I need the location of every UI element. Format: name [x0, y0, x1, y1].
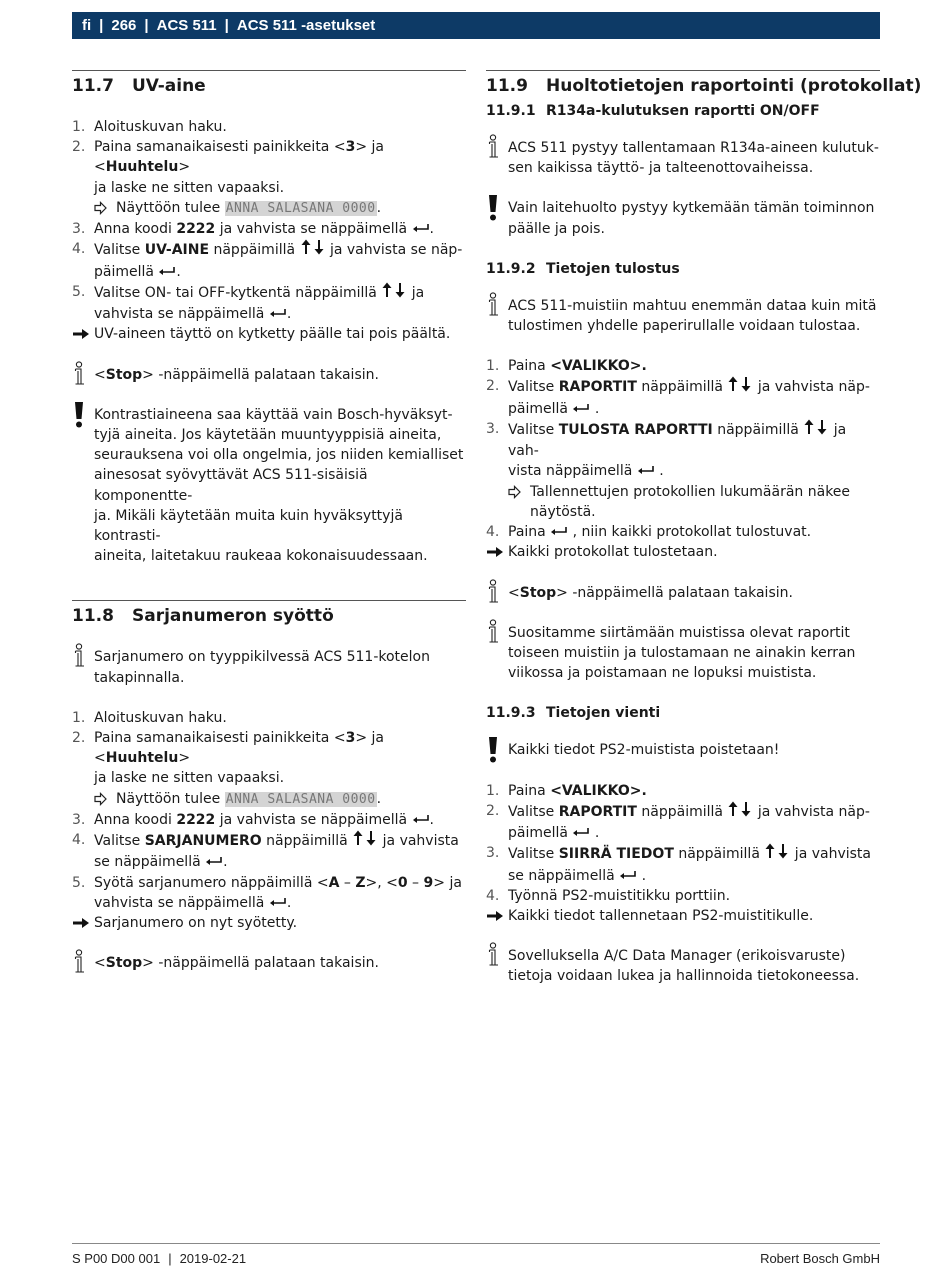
step-text: ja [407, 284, 425, 301]
menu-item-label: RAPORTIT [558, 379, 637, 396]
info-text: tulostimen yhdelle paperirullalle voidaan tulostaa. [508, 318, 861, 335]
subsection-heading-11-9-1 [486, 101, 880, 121]
step-text: > ja < [94, 139, 384, 176]
result-arrow-icon [94, 789, 114, 809]
step-text: näppäimillä [209, 242, 300, 259]
warning-text: aineita, laitetakuu raukeaa kokonaisuudessaan. [94, 548, 428, 565]
enter-key-icon [619, 866, 637, 886]
key-label: Stop [105, 366, 143, 383]
key-label: Huuhtelu [105, 159, 179, 176]
key-label: <VALIKKO>. [550, 782, 647, 799]
step-text: näppäimillä [673, 846, 765, 863]
code-value: 2222 [176, 221, 216, 238]
list-item [486, 886, 880, 906]
info-icon [486, 623, 506, 645]
note-warning [72, 405, 466, 567]
step-text: Valitse [508, 803, 559, 820]
warning-text: ainesosat syövyttävät ACS 511-sisäisiä komponentte- [94, 467, 368, 504]
step-text: Paina samanaikaisesti painikkeita < [94, 730, 346, 746]
list-number: 1. [72, 119, 86, 135]
step-text: Syötä sarjanumero näppäimillä < [94, 874, 329, 891]
step-text: näppäimillä [712, 422, 804, 439]
section-heading-11-9 [486, 70, 922, 97]
exclamation-icon [72, 405, 92, 429]
list-number: 3. [72, 811, 86, 828]
lcd-display-text: ANNA SALASANA 0000 [225, 791, 376, 807]
info-icon [72, 953, 92, 975]
info-text: Suositamme siirtämään muistissa olevat raportit [508, 624, 850, 641]
step-text: Työnnä PS2-muistitikku porttiin. [508, 887, 731, 904]
step-text: vista näppäimellä [508, 463, 637, 480]
footer-company: Robert Bosch GmbH [760, 1251, 880, 1266]
list-number: 1. [486, 358, 500, 375]
enter-key-icon [412, 219, 430, 239]
step-text: ja vahvista [378, 833, 459, 850]
info-icon [486, 138, 506, 160]
step-text: Valitse [508, 422, 559, 439]
list-number: 2. [486, 802, 500, 819]
page-header [72, 12, 880, 39]
step-text: Paina [508, 358, 551, 375]
result-arrow-icon [508, 482, 528, 502]
warning-text: päälle ja pois. [508, 220, 605, 237]
step-text: Paina samanaikaisesti painikkeita < [94, 139, 346, 156]
key-label: Huuhtelu [105, 750, 179, 767]
right-column [486, 70, 922, 987]
step-text: – [339, 874, 356, 891]
footer-doc-number: S P00 D00 001 [72, 1251, 161, 1266]
subsection-number: 11.9.3 [486, 705, 536, 722]
warning-text: Vain laitehuolto pystyy kytkemään tämän toiminnon [508, 200, 875, 217]
step-text: < [94, 366, 106, 383]
key-label: 9 [423, 874, 434, 891]
step-text: Valitse [94, 242, 145, 259]
key-label: Z [355, 874, 366, 891]
arrow-up-down-icon [803, 419, 829, 441]
arrow-up-down-icon [381, 282, 407, 304]
key-label: <VALIKKO>. [550, 358, 647, 375]
outcome-line [486, 542, 880, 562]
list-item: 5. Syötä sarjanumero näppäimillä <A – Z>, <0 – 9> ja vahvista se näppäimellä . [72, 873, 466, 914]
subsection-number: 11.9.2 [486, 260, 536, 277]
info-text: ACS 511 pystyy tallentamaan R134a-aineen kulutuk- [508, 140, 879, 156]
list-number: 4. [72, 241, 86, 258]
menu-item-label: TULOSTA RAPORTTI [558, 422, 713, 439]
list-number: 3. [486, 420, 500, 437]
list-item: 3. Valitse SIIRRÄ TIEDOT näppäimillä ja vahvista se näppäimellä . [486, 843, 880, 886]
list-item-result: Näyttöön tulee ANNA SALASANA 0000. [72, 198, 466, 219]
arrow-up-down-icon [300, 239, 326, 261]
enter-key-icon [269, 893, 287, 913]
warning-text: Kaikki tiedot PS2-muistista poistetaan! [508, 742, 780, 759]
list-item [72, 117, 466, 137]
key-label: A [328, 874, 340, 891]
step-text: näppäimillä [261, 833, 353, 850]
note-warning [486, 198, 880, 238]
outcome-line [72, 913, 466, 933]
step-text: päimellä [508, 825, 573, 842]
step-text: ja vahvista se näp- [325, 242, 463, 259]
step-text: päimellä [94, 263, 159, 280]
step-text: Anna koodi [94, 221, 177, 238]
step-text: se näppäimellä [94, 854, 206, 871]
info-text: viikossa ja poistamaan ne lopuksi muistista. [508, 665, 817, 682]
warning-text: ja. Mikäli käytetään muita kuin hyväksyttyjä kontrasti- [94, 507, 403, 544]
bold-arrow-right-icon [72, 324, 92, 344]
info-text: toiseen muistiin ja tulostamaan ne ainakin kerran [508, 644, 856, 661]
subsection-title: R134a-kulutuksen raportti ON/OFF [546, 103, 820, 119]
list-number: 5. [72, 874, 86, 891]
enter-key-icon [158, 262, 176, 282]
info-icon [486, 946, 506, 968]
list-item [486, 522, 880, 542]
step-text: < [94, 955, 106, 972]
step-text: > -näppäimellä palataan takaisin. [142, 366, 379, 383]
header-separator: | [99, 17, 104, 34]
step-text: , niin kaikki protokollat tulostuvat. [568, 524, 812, 541]
result-arrow-icon [94, 198, 114, 218]
subsection-number: 11.9.1 [486, 103, 536, 119]
note-info [486, 138, 880, 178]
footer-doc-info [72, 1251, 246, 1266]
info-text: takapinnalla. [94, 669, 185, 686]
list-number: 1. [486, 782, 500, 799]
bold-arrow-right-icon [486, 542, 506, 562]
list-number: 3. [486, 845, 500, 862]
list-item [72, 708, 466, 728]
key-label: 3 [345, 139, 356, 156]
step-text: Tallennettujen protokollien lukumäärän näkee [530, 483, 851, 500]
header-separator: | [224, 17, 229, 34]
exclamation-icon [486, 740, 506, 764]
step-text: Valitse [508, 846, 559, 863]
enter-key-icon [550, 522, 568, 542]
list-number: 4. [486, 524, 500, 541]
outcome-line [486, 906, 880, 926]
outcome-line [72, 324, 466, 344]
header-page-number: 266 [111, 17, 137, 34]
key-label: 0 [397, 874, 408, 891]
list-number: 2. [72, 139, 86, 156]
list-item-result: Näyttöön tulee ANNA SALASANA 0000. [72, 789, 466, 810]
note-info [72, 647, 466, 687]
enter-key-icon [205, 852, 223, 872]
info-text: Sovelluksella A/C Data Manager (erikoisvaruste) [508, 948, 846, 965]
header-section: ACS 511 -asetukset [236, 17, 376, 34]
list-item [72, 137, 466, 198]
step-text: ja vah- [508, 422, 847, 460]
step-text: > [178, 750, 191, 767]
list-number: 1. [72, 709, 86, 726]
section-heading-11-8 [72, 600, 466, 627]
list-number: 2. [486, 378, 500, 395]
note-warning [486, 740, 880, 760]
arrow-up-down-icon [727, 376, 753, 398]
list-item [72, 728, 466, 789]
lcd-display-text: ANNA SALASANA 0000 [225, 200, 376, 216]
list-item: 3. Anna koodi 2222 ja vahvista se näppäimellä . [72, 219, 466, 239]
info-icon [72, 365, 92, 387]
list-number: 2. [72, 730, 86, 746]
enter-key-icon [637, 461, 655, 481]
step-text: Aloituskuvan haku. [94, 709, 227, 726]
list-item: 4. Valitse UV-AINE näppäimillä ja vahvista se näp- päimellä . [72, 239, 466, 282]
section-title: Huoltotietojen raportointi (protokollat) [546, 76, 922, 96]
step-text: ja vahvista se näppäimellä [215, 221, 412, 238]
footer-date: 2019-02-21 [179, 1251, 247, 1266]
step-text: Valitse [508, 379, 559, 396]
info-text: tietoja voidaan lukea ja hallinnoida tietokoneessa. [508, 968, 860, 985]
list-item-result [486, 482, 880, 522]
subsection-title: Tietojen vienti [546, 705, 661, 722]
step-text: vahvista se näppäimellä [94, 306, 269, 323]
note-info [486, 946, 880, 986]
key-label: Stop [519, 584, 557, 601]
step-text: näppäimillä [636, 803, 728, 820]
list-item: 2. Valitse RAPORTIT näppäimillä ja vahvista näp- päimellä . [486, 376, 880, 419]
enter-key-icon [412, 810, 430, 830]
step-text: ja laske ne sitten vapaaksi. [94, 770, 285, 787]
arrow-up-down-icon [727, 801, 753, 823]
step-text: > [178, 159, 191, 176]
bold-arrow-right-icon [72, 913, 92, 933]
enter-key-icon [572, 399, 590, 419]
list-item: 5. Valitse ON- tai OFF-kytkentä näppäimillä ja vahvista se näppäimellä . [72, 282, 466, 325]
list-number: 3. [72, 221, 86, 238]
step-text: ja vahvista [790, 846, 872, 863]
list-item: 3. Anna koodi 2222 ja vahvista se näppäimellä . [72, 810, 466, 830]
step-text: Näyttöön tulee [116, 199, 225, 216]
code-value: 2222 [176, 811, 216, 828]
step-text: > ja [433, 874, 462, 891]
menu-item-label: SARJANUMERO [144, 833, 262, 850]
enter-key-icon [269, 304, 287, 324]
key-label: Stop [105, 955, 143, 972]
step-text: Sarjanumero on nyt syötetty. [94, 915, 298, 932]
list-item: 3. Valitse TULOSTA RAPORTTI näppäimillä ja vah- vista näppäimellä . [486, 419, 880, 482]
step-text: ja vahvista se näppäimellä [215, 811, 412, 828]
subsection-title: Tietojen tulostus [546, 260, 680, 277]
step-text: >, < [365, 874, 398, 891]
footer-divider [72, 1243, 880, 1244]
step-text: Paina [508, 782, 551, 799]
arrow-up-down-icon [764, 843, 790, 865]
header-separator: | [144, 17, 149, 34]
section-heading-11-7 [72, 70, 466, 97]
section-number: 11.9 [486, 76, 528, 96]
list-number: 4. [486, 887, 500, 904]
step-text: Paina [508, 524, 551, 541]
section-title: Sarjanumeron syöttö [132, 606, 334, 627]
key-label: 3 [345, 730, 356, 746]
step-text: vahvista se näppäimellä [94, 894, 269, 911]
warning-text: Kontrastiaineena saa käyttää vain Bosch-hyväksyt- [94, 406, 453, 423]
menu-item-label: SIIRRÄ TIEDOT [558, 846, 674, 863]
subsection-heading-11-9-2 [486, 259, 880, 279]
bold-arrow-right-icon [486, 906, 506, 926]
note-info [72, 953, 466, 973]
note-info [72, 365, 466, 385]
section-number: 11.8 [72, 606, 114, 627]
note-info [486, 296, 880, 336]
step-text: ja vahvista näp- [753, 803, 870, 820]
list-item [486, 356, 880, 376]
step-text: > -näppäimellä palataan takaisin. [142, 955, 379, 972]
header-product: ACS 511 [156, 17, 217, 34]
warning-text: tyjä aineita. Jos käytetään muuntyyppisiä aineita, [94, 426, 442, 443]
exclamation-icon [486, 198, 506, 222]
menu-item-label: UV-AINE [144, 242, 210, 259]
warning-text: seurauksena voi olla ongelmia, jos niiden kemialliset [94, 447, 464, 464]
list-item [486, 781, 880, 801]
info-text: ACS 511-muistiin mahtuu enemmän dataa kuin mitä [508, 297, 877, 314]
step-text: UV-aineen täyttö on kytketty päälle tai pois päältä. [94, 326, 451, 343]
info-icon [486, 296, 506, 318]
step-text: – [407, 874, 424, 891]
list-item: 4. Valitse SARJANUMERO näppäimillä ja vahvista se näppäimellä . [72, 830, 466, 873]
list-number: 5. [72, 283, 86, 300]
subsection-heading-11-9-3 [486, 703, 880, 723]
step-text: > -näppäimellä palataan takaisin. [556, 584, 793, 601]
menu-item-label: RAPORTIT [558, 803, 637, 820]
list-number: 4. [72, 832, 86, 849]
note-info [486, 583, 880, 603]
step-text: Anna koodi [94, 811, 177, 828]
header-lang: fi [82, 17, 92, 34]
step-text: Aloituskuvan haku. [94, 119, 227, 135]
step-text: se näppäimellä [508, 867, 620, 884]
enter-key-icon [572, 823, 590, 843]
step-text: Valitse ON- tai OFF-kytkentä näppäimillä [94, 284, 382, 301]
info-icon [486, 583, 506, 605]
step-text: näppäimillä [636, 379, 728, 396]
step-text: > ja < [94, 730, 384, 767]
list-item: 2. Valitse RAPORTIT näppäimillä ja vahvista näp- päimellä . [486, 801, 880, 844]
info-text: Sarjanumero on tyyppikilvessä ACS 511-kotelon [94, 649, 430, 666]
step-text: Valitse [94, 833, 145, 850]
step-text: ja laske ne sitten vapaaksi. [94, 179, 285, 196]
step-text: päimellä [508, 400, 573, 417]
step-text: Kaikki tiedot tallennetaan PS2-muistitikulle. [508, 908, 814, 925]
step-text: näytöstä. [530, 503, 596, 520]
section-title: UV-aine [132, 76, 206, 96]
step-text: ja vahvista näp- [753, 379, 870, 396]
info-icon [72, 647, 92, 669]
step-text: Kaikki protokollat tulostetaan. [508, 544, 718, 561]
arrow-up-down-icon [352, 830, 378, 852]
footer-separator: | [168, 1251, 172, 1266]
section-number: 11.7 [72, 76, 114, 96]
info-text: sen kaikissa täyttö- ja talteenottovaiheissa. [508, 160, 814, 177]
left-column [72, 70, 466, 974]
step-text: < [508, 584, 520, 601]
note-info [486, 623, 880, 684]
step-text: Näyttöön tulee [116, 790, 225, 807]
